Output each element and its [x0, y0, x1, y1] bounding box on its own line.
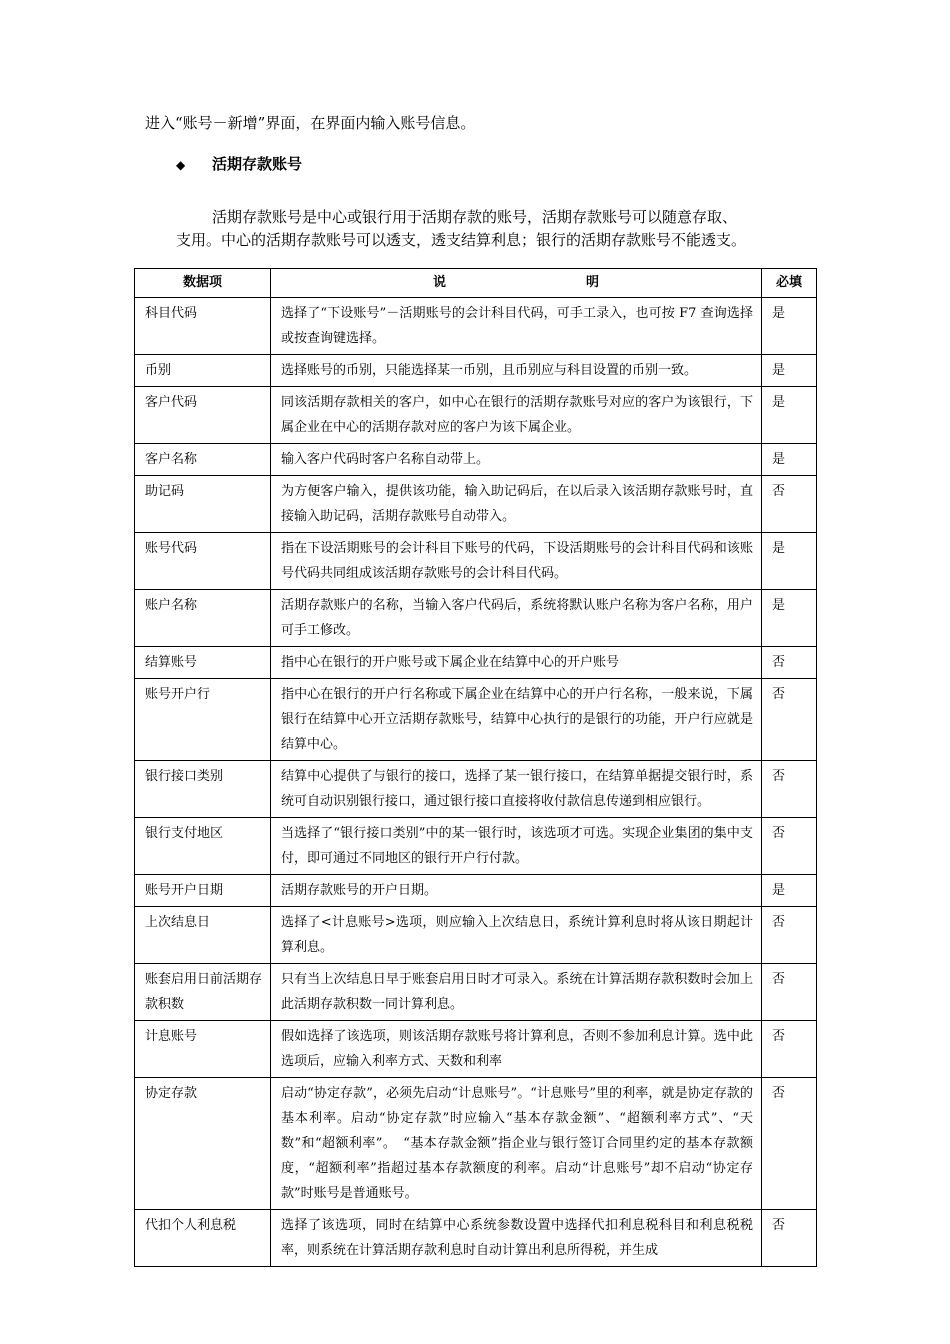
diamond-bullet-icon: ◆ [176, 158, 186, 172]
cell-description: 输入客户代码时客户名称自动带上。 [271, 444, 762, 476]
cell-required: 否 [762, 761, 817, 818]
cell-description: 选择了“下设账号”－活期账号的会计科目代码，可手工录入，也可按 F7 查询选择或按查询键选择。 [271, 298, 762, 355]
cell-item: 代扣个人利息税 [135, 1210, 271, 1267]
cell-required: 否 [762, 476, 817, 533]
cell-item: 上次结息日 [135, 907, 271, 964]
cell-description: 当选择了“银行接口类别”中的某一银行时，该选项才可选。实现企业集团的集中支付，即可通过不同地区的银行开户行付款。 [271, 818, 762, 875]
table-row [135, 298, 817, 355]
table-row [135, 907, 817, 964]
cell-required: 否 [762, 1078, 817, 1210]
cell-description: 活期存款账号的开户日期。 [271, 875, 762, 907]
header-required: 必填 [762, 269, 817, 298]
header-description: 说 明 [271, 269, 762, 298]
cell-item: 账号开户日期 [135, 875, 271, 907]
table-row [135, 387, 817, 444]
paragraph-line-2: 支用。中心的活期存款账号可以透支，透支结算利息；银行的活期存款账号不能透支。 [176, 231, 747, 249]
cell-item: 科目代码 [135, 298, 271, 355]
cell-required: 否 [762, 818, 817, 875]
cell-item: 银行接口类别 [135, 761, 271, 818]
table-row [135, 647, 817, 679]
cell-description: 指中心在银行的开户账号或下属企业在结算中心的开户账号 [271, 647, 762, 679]
cell-item: 结算账号 [135, 647, 271, 679]
cell-item: 协定存款 [135, 1078, 271, 1210]
cell-item: 助记码 [135, 476, 271, 533]
cell-required: 是 [762, 387, 817, 444]
cell-item: 客户名称 [135, 444, 271, 476]
cell-required: 是 [762, 590, 817, 647]
cell-description: 启动“协定存款”，必须先启动“计息账号”。“计息账号”里的利率，就是协定存款的基本利率。启动“协定存款”时应输入“基本存款金额”、“超额利率方式”、“天数”和“超额利率”。 “基本存款金额”指企业与银行签订合同里约定的基本存款额度，“超额利率”指超过基本存款额度的利率。启动“计息账号”却不启动“协定存款”时账号是普通账号。 [271, 1078, 762, 1210]
table-row [135, 444, 817, 476]
table-row [135, 476, 817, 533]
intro-text: 进入“账号－新增”界面，在界面内输入账号信息。 [145, 114, 476, 132]
section-title: 活期存款账号 [212, 155, 303, 173]
cell-item: 账号开户行 [135, 679, 271, 761]
cell-required: 是 [762, 444, 817, 476]
table-row [135, 1210, 817, 1267]
cell-item: 账号代码 [135, 533, 271, 590]
cell-required: 否 [762, 907, 817, 964]
cell-required: 否 [762, 964, 817, 1021]
cell-item: 银行支付地区 [135, 818, 271, 875]
section-heading [176, 153, 302, 176]
cell-required: 否 [762, 679, 817, 761]
cell-required: 是 [762, 533, 817, 590]
cell-required: 是 [762, 355, 817, 387]
cell-item: 账户名称 [135, 590, 271, 647]
cell-description: 指在下设活期账号的会计科目下账号的代码，下设活期账号的会计科目代码和该账号代码共同组成该活期存款账号的会计科目代码。 [271, 533, 762, 590]
table-row [135, 590, 817, 647]
cell-item: 客户代码 [135, 387, 271, 444]
cell-required: 是 [762, 298, 817, 355]
cell-item: 币别 [135, 355, 271, 387]
field-spec-table [134, 268, 817, 1267]
cell-description: 结算中心提供了与银行的接口，选择了某一银行接口，在结算单据提交银行时，系统可自动识别银行接口，通过银行接口直接将收付款信息传递到相应银行。 [271, 761, 762, 818]
table-row [135, 875, 817, 907]
cell-description: 指中心在银行的开户行名称或下属企业在结算中心的开户行名称，一般来说，下属银行在结算中心开立活期存款账号，结算中心执行的是银行的功能，开户行应就是结算中心。 [271, 679, 762, 761]
cell-description: 假如选择了该选项，则该活期存款账号将计算利息，否则不参加利息计算。选中此选项后，应输入利率方式、天数和利率 [271, 1021, 762, 1078]
table-row [135, 964, 817, 1021]
cell-description: 只有当上次结息日早于账套启用日时才可录入。系统在计算活期存款积数时会加上此活期存款积数一同计算利息。 [271, 964, 762, 1021]
table-row [135, 818, 817, 875]
table-row [135, 533, 817, 590]
cell-description: 活期存款账户的名称，当输入客户代码后，系统将默认账户名称为客户名称，用户可手工修改。 [271, 590, 762, 647]
cell-description: 同该活期存款相关的客户，如中心在银行的活期存款账号对应的客户为该银行，下属企业在中心的活期存款对应的客户为该下属企业。 [271, 387, 762, 444]
cell-description: 为方便客户输入，提供该功能，输入助记码后，在以后录入该活期存款账号时，直接输入助记码，活期存款账号自动带入。 [271, 476, 762, 533]
cell-description: 选择账号的币别，只能选择某一币别，且币别应与科目设置的币别一致。 [271, 355, 762, 387]
table-body [135, 298, 817, 1267]
table-header-row [135, 269, 817, 298]
header-item: 数据项 [135, 269, 271, 298]
description-paragraph [176, 206, 816, 252]
cell-description: 选择了该选项，同时在结算中心系统参数设置中选择代扣利息税科目和利息税税率，则系统在计算活期存款利息时自动计算出利息所得税，并生成 [271, 1210, 762, 1267]
table-row [135, 1021, 817, 1078]
cell-required: 否 [762, 1021, 817, 1078]
cell-required: 是 [762, 875, 817, 907]
table-row [135, 355, 817, 387]
table-row [135, 761, 817, 818]
table-row [135, 1078, 817, 1210]
table-row [135, 679, 817, 761]
cell-item: 计息账号 [135, 1021, 271, 1078]
cell-required: 否 [762, 1210, 817, 1267]
cell-item: 账套启用日前活期存款积数 [135, 964, 271, 1021]
paragraph-line-1: 活期存款账号是中心或银行用于活期存款的账号，活期存款账号可以随意存取、 [212, 208, 738, 226]
cell-description: 选择了<计息账号>选项，则应输入上次结息日，系统计算利息时将从该日期起计算利息。 [271, 907, 762, 964]
cell-required: 否 [762, 647, 817, 679]
